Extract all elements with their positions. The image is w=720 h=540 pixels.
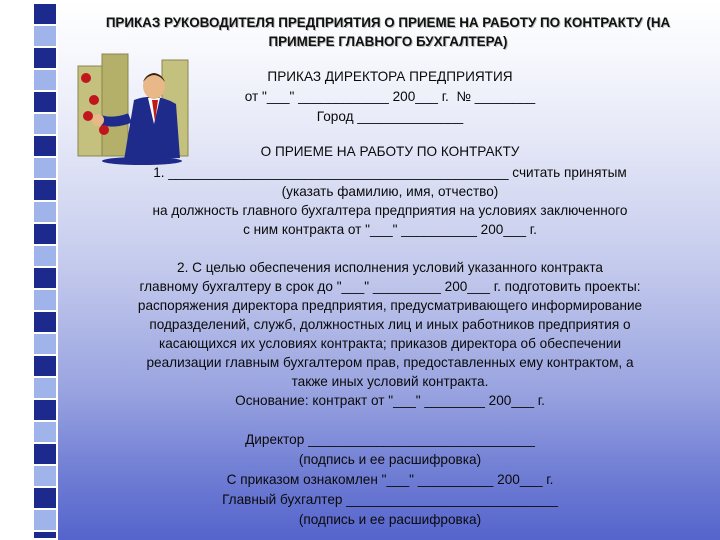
- stripe-square: [34, 290, 56, 310]
- clause-2-line-2: главному бухгалтеру в срок до "___" _________ 200___ г. подготовить проекты:: [139, 279, 641, 294]
- clause-2-line-7: также иных условий контракта.: [291, 374, 489, 389]
- slide-title: [88, 13, 688, 51]
- stripe-square: [34, 312, 56, 332]
- stripe-square: [34, 114, 56, 134]
- order-date-line: от "___" ____________ 200___ г. № ________: [244, 89, 536, 104]
- clause-2-line-3: распоряжения директора предприятия, предусматривающего информирование: [137, 298, 643, 313]
- stripe-square: [34, 488, 56, 508]
- stripe-square: [34, 158, 56, 178]
- stripe-square: [34, 466, 56, 486]
- stripe-square: [34, 202, 56, 222]
- accountant-signature-caption: (подпись и ее расшифровка): [298, 512, 482, 527]
- stripe-square: [34, 92, 56, 112]
- stripe-square: [34, 510, 56, 530]
- stripe-square: [34, 70, 56, 90]
- stripe-square: [34, 532, 56, 538]
- stripe-square: [34, 334, 56, 354]
- slide-title-line-2: ПРИМЕРЕ ГЛАВНОГО БУХГАЛТЕРА): [268, 34, 508, 49]
- clause-2-line-5: касающихся их условиях контракта; приказов директора об обеспечении: [158, 336, 622, 351]
- order-subject: О ПРИЕМЕ НА РАБОТУ ПО КОНТРАКТУ: [260, 144, 520, 159]
- basis-line: Основание: контракт от "___" ________ 200___ г.: [235, 393, 545, 408]
- clause-1-line-2: (указать фамилию, имя, отчество): [281, 184, 499, 199]
- stripe-square: [34, 4, 56, 24]
- stripe-square: [34, 422, 56, 442]
- city-line: Город ______________: [316, 109, 464, 124]
- clause-2-line-1: 2. С целью обеспечения исполнения условий указанного контракта: [177, 260, 603, 275]
- stripe-square: [34, 136, 56, 156]
- stripe-square: [34, 26, 56, 46]
- accountant-signature-line: Главный бухгалтер ____________________________: [222, 492, 558, 507]
- stripe-square: [34, 444, 56, 464]
- director-signature-caption: (подпись и ее расшифровка): [298, 452, 482, 467]
- clause-1-line-4: с ним контракта от "___" __________ 200___ г.: [243, 222, 537, 237]
- acquainted-line: С приказом ознакомлен "___" __________ 200___ г.: [226, 472, 554, 487]
- stripe-square: [34, 246, 56, 266]
- slide-title-line-1: ПРИКАЗ РУКОВОДИТЕЛЯ ПРЕДПРИЯТИЯ О ПРИЕМЕ НА РАБОТУ ПО КОНТРАКТУ (НА: [105, 15, 671, 30]
- clause-2-line-4: подразделений, служб, должностных лиц и иных работников предприятия о: [149, 317, 631, 332]
- clause-2-line-6: реализации главным бухгалтером прав, предоставленных ему контрактом, а: [146, 355, 634, 370]
- clause-1-line-3: на должность главного бухгалтера предприятия на условиях заключенного: [152, 203, 628, 218]
- stripe-square: [34, 48, 56, 68]
- stripe-square: [34, 400, 56, 420]
- stripe-square: [34, 268, 56, 288]
- stripe-square: [34, 180, 56, 200]
- stripe-square: [34, 224, 56, 244]
- clause-1-line-1: 1. _____________________________________________ считать принятым: [153, 165, 627, 180]
- left-decorative-stripe: [0, 0, 58, 540]
- order-title: ПРИКАЗ ДИРЕКТОРА ПРЕДПРИЯТИЯ: [267, 69, 513, 84]
- stripe-square: [34, 356, 56, 376]
- director-signature-line: Директор ______________________________: [245, 432, 535, 447]
- stripe-square: [34, 378, 56, 398]
